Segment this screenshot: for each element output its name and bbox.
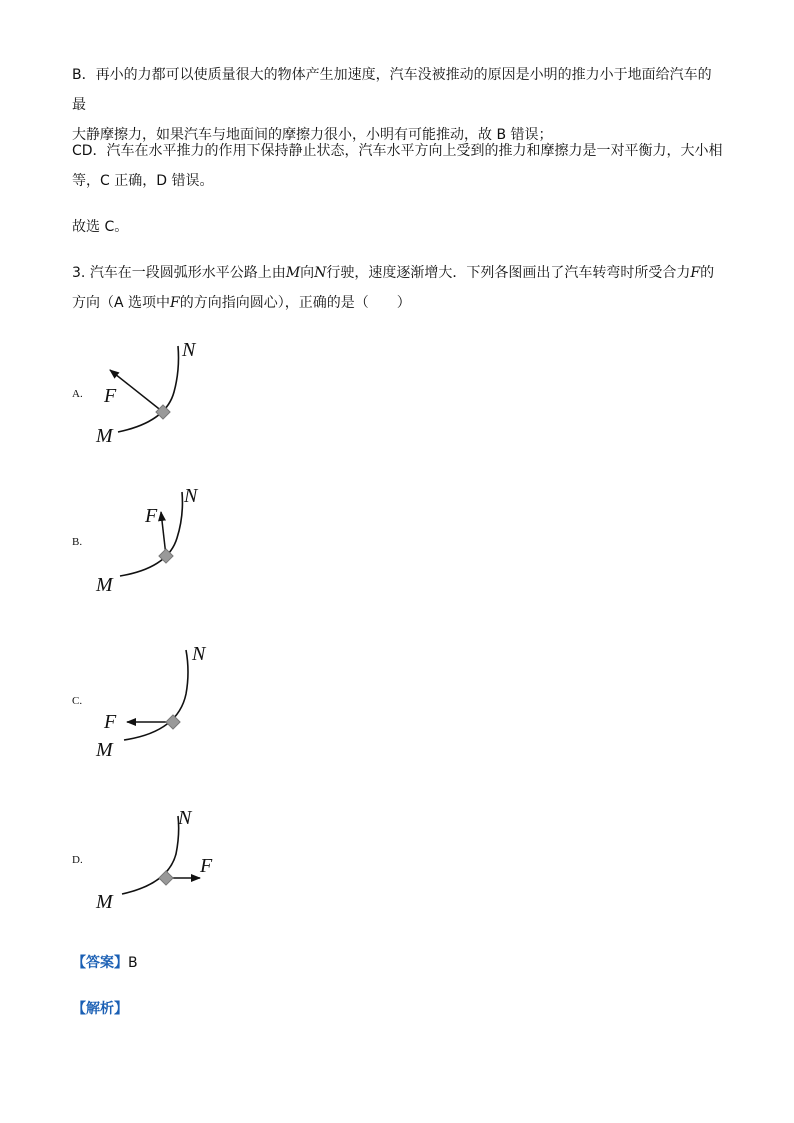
force-label: F bbox=[200, 855, 213, 877]
var-n: N bbox=[314, 265, 327, 281]
var-f: F bbox=[170, 295, 180, 311]
option-c-diagram bbox=[0, 636, 794, 766]
road-arc bbox=[122, 816, 179, 894]
prev-solution-conclusion: 故选 C。 bbox=[72, 219, 129, 235]
prev-solution-b-line2: 大静摩擦力，如果汽车与地面间的摩擦力很小，小明有可能推动，故 B 错误； bbox=[72, 127, 553, 143]
answer-value: B bbox=[128, 955, 138, 971]
question-text: 向 bbox=[300, 265, 315, 281]
question-text: 方向（A 选项中 bbox=[72, 295, 171, 311]
question-text: 汽车在一段圆弧形水平公路上由 bbox=[89, 265, 286, 281]
point-n-label: N bbox=[184, 485, 198, 507]
point-m-label: M bbox=[96, 891, 113, 913]
road-arc bbox=[124, 650, 188, 740]
option-d-diagram bbox=[0, 800, 794, 930]
question-number: 3. bbox=[72, 265, 86, 281]
point-n-label: N bbox=[178, 807, 192, 829]
prev-solution-cd bbox=[72, 136, 724, 196]
prev-solution-cd-line1: CD．汽车在水平推力的作用下保持静止状态，汽车水平方向上受到的推力和摩擦力是一对平衡力，大小相 bbox=[72, 143, 723, 159]
force-label: F bbox=[104, 385, 117, 407]
road-arc bbox=[118, 346, 179, 432]
analysis-line bbox=[72, 994, 724, 1024]
option-b-label: B. bbox=[72, 536, 83, 548]
question-line2 bbox=[72, 288, 724, 318]
point-m-label: M bbox=[96, 739, 113, 761]
option-a-label: A. bbox=[72, 388, 83, 400]
point-n-label: N bbox=[192, 643, 206, 665]
force-label: F bbox=[104, 711, 117, 733]
var-f: F bbox=[690, 265, 701, 281]
question-line1 bbox=[72, 258, 724, 288]
prev-solution-b-line1: B．再小的力都可以使质量很大的物体产生加速度，汽车没被推动的原因是小明的推力小于地面给汽车的最 bbox=[72, 67, 712, 113]
question-text: 的方向指向圆心），正确的是（ ） bbox=[179, 295, 411, 311]
prev-solution-cd-line2: 等，C 正确，D 错误。 bbox=[72, 173, 214, 189]
answer-line bbox=[72, 948, 724, 978]
car-marker bbox=[156, 405, 170, 419]
car-marker bbox=[166, 715, 180, 729]
point-n-label: N bbox=[182, 339, 196, 361]
car-marker bbox=[159, 871, 173, 885]
answer-tag: 【答案】 bbox=[72, 955, 128, 971]
option-c-label: C. bbox=[72, 695, 83, 707]
option-d-label: D. bbox=[72, 854, 83, 866]
option-a-diagram bbox=[0, 330, 794, 460]
question-text: 行驶，速度逐渐增大．下列各图画出了汽车转弯时所受合力 bbox=[326, 265, 691, 281]
point-m-label: M bbox=[96, 574, 113, 596]
var-m: M bbox=[285, 265, 301, 281]
question-text: 的 bbox=[700, 265, 715, 281]
option-b-diagram bbox=[0, 478, 794, 608]
force-label: F bbox=[145, 505, 158, 527]
question-stem bbox=[72, 258, 724, 318]
analysis-tag: 【解析】 bbox=[72, 1001, 128, 1017]
point-m-label: M bbox=[96, 425, 113, 447]
force-arrow bbox=[110, 370, 163, 412]
